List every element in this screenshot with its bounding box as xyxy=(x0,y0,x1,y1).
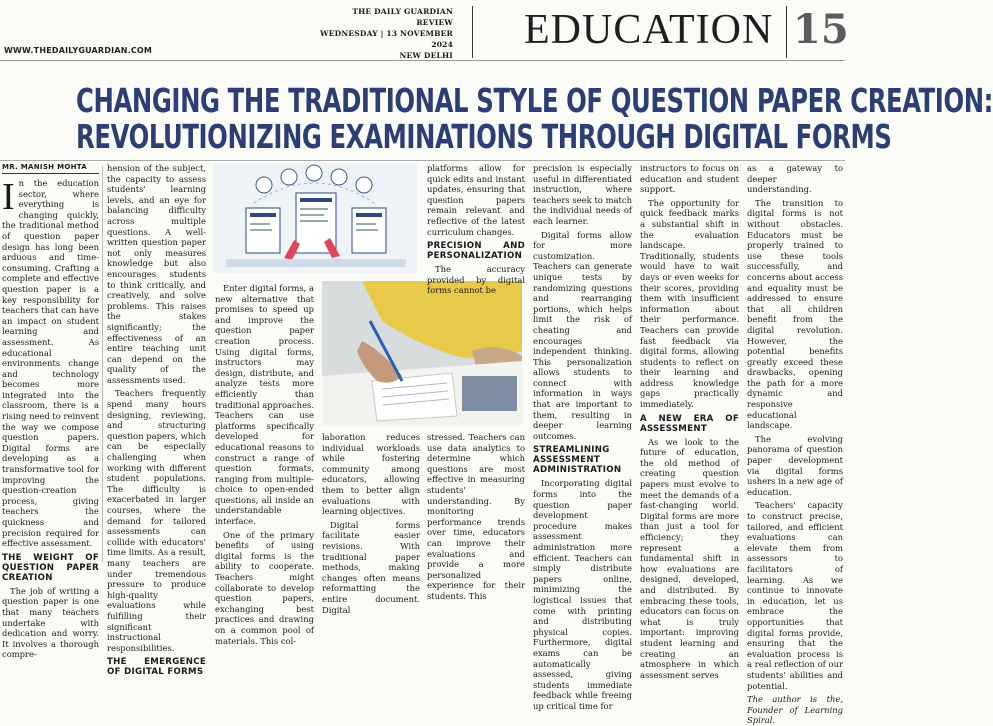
paper-name: THE DAILY GUARDIAN REVIEW xyxy=(352,7,453,27)
paper-info xyxy=(320,6,453,61)
column-5-bottom xyxy=(427,432,525,601)
author-credit: The author is the, Founder of Learning Spiral. xyxy=(747,694,843,726)
paragraph: Digital forms allow for more customization. Teachers can generate unique tests by randomizing questions and rearranging portions, which helps limit the risk of cheating and encourages independent thinking. This personalization allows students to connect with information in ways that are important to them, resulting in deeper learning outcomes. xyxy=(533,229,632,441)
page-number: 15 xyxy=(793,6,849,53)
paragraph: Digital forms facilitate easier revisions. With traditional paper methods, making changes often means reformatting the entire document. Digital xyxy=(322,519,420,615)
headline-rule xyxy=(0,160,845,161)
column-6 xyxy=(533,163,632,711)
paragraph: laboration reduces individual workloads while fostering community among educators, allowing them to better align evaluations with learning objectives. xyxy=(322,432,420,517)
paragraph: as a gateway to deeper understanding. xyxy=(747,163,843,195)
paragraph: The accuracy provided by digital forms cannot be xyxy=(427,264,525,296)
illustration-graphic xyxy=(214,163,417,273)
paragraph: precision is especially useful in differentiated instruction, where teachers seek to match the individual needs of each learner. xyxy=(533,163,632,226)
paragraph: Teachers' capacity to construct precise, tailored, and efficient evaluations can elevate them from assessors to facilitators of learning. As we continue to innovate in education, let us embrace the opportunities that digital forms provide, ensuring that the evaluation process is a real reflection of our students' abilities and potential. xyxy=(747,500,843,691)
subheading-streamlining: STREAMLINING ASSESSMENT ADMINISTRATION xyxy=(533,445,622,476)
paragraph: platforms allow for quick edits and instant updates, ensuring that question papers remain relevant and reflective of the latest curriculum changes. xyxy=(427,163,525,237)
paragraph: Teachers frequently spend many hours designing, reviewing, and structuring question papers, which can be especially challenging when working with different student populations. The difficulty is exacerbated in larger courses, where the demand for tailored assessments can collide with educators' time limits. As a result, many teachers are under tremendous pressure to produce high-quality evaluations while fulfilling their significant instructional responsibilities. xyxy=(107,388,206,653)
subheading-emergence: THE EMERGENCE OF DIGITAL FORMS xyxy=(107,657,206,678)
paragraph: The transition to digital forms is not without obstacles. Educators must be properly trained to use these tools successfully, and concerns about access and equality must be addressed to ensure that all children benefit from the digital revolution. However, the potential benefits greatly exceed these drawbacks, opening the path for a more dynamic and responsive educational landscape. xyxy=(747,197,843,431)
masthead-divider-2 xyxy=(786,6,787,58)
column-4 xyxy=(322,432,420,615)
subheading-precision: PRECISION AND PERSONALIZATION xyxy=(427,241,525,262)
student-writing-photo xyxy=(322,281,522,426)
column-8 xyxy=(747,163,843,726)
subheading-weight: THE WEIGHT OF QUESTION PAPER CREATION xyxy=(2,552,99,583)
column-3 xyxy=(215,283,314,646)
section-title: EDUCATION xyxy=(524,7,774,53)
drop-cap: I xyxy=(2,176,15,218)
city: NEW DELHI xyxy=(399,51,453,60)
digital-forms-illustration xyxy=(214,163,417,273)
photo-graphic xyxy=(322,281,522,426)
paragraph: The opportunity for quick feedback marks a substantial shift in the evaluation landscape. Traditionally, students would have to wait days or even weeks for their scores, providing them with insufficient information about their performance. Teachers can provide fast feedback via digital forms, allowing students to reflect on their learning and address knowledge gaps practically immediately. xyxy=(640,197,739,410)
paragraph: hension of the subject, the capacity to assess students' learning levels, and an eye for balancing difficulty across multiple questions. A well-written question paper not only measures knowledge but also encourages students to think critically, and creatively, and solve problems. This raises the stakes significantly; the effectiveness of an entire teaching unit can depend on the quality of the assessments used. xyxy=(107,163,206,385)
byline-rule xyxy=(2,173,99,174)
paragraph: The job of writing a question paper is one that many teachers undertake with dedication and worry. It involves a thorough compre- xyxy=(2,585,99,660)
paragraph: One of the primary benefits of using digital forms is the ability to cooperate. Teachers might collaborate to develop question papers, exchanging best practices and drawing on a common pool of materials. This col- xyxy=(215,529,314,646)
headline-line-1: CHANGING THE TRADITIONAL STYLE OF QUESTION PAPER CREATION: xyxy=(76,81,993,120)
column-7 xyxy=(640,163,739,680)
masthead-rule xyxy=(0,60,845,61)
subheading-new-era: A NEW ERA OF ASSESSMENT xyxy=(640,413,739,434)
column-1 xyxy=(2,163,99,660)
paragraph: Enter digital forms, a new alternative that promises to speed up and improve the question paper creation process. Using digital forms, instructors may design, distribute, and analyze tests more efficiently than traditional approaches. Teachers can use platforms specifically developed for educational reasons to construct a range of question formats, ranging from multiple-choice to open-ended questions, all inside an understandable interface. xyxy=(215,283,314,527)
column-2 xyxy=(107,163,206,678)
dateline: WEDNESDAY | 13 NOVEMBER 2024 xyxy=(320,29,453,49)
paragraph: Incorporating digital forms into the question paper development procedure makes assessment administration more efficient. Teachers can simply distribute papers online, minimizing the logistical issues that come with printing and distributing physical copies. Furthermore, digital exams can be automatically assessed, giving students immediate feedback while freeing up critical time for xyxy=(533,478,632,711)
column-5 xyxy=(427,163,525,296)
paragraph: As we look to the future of education, the old method of creating question papers must evolve to meet the demands of a fast-changing world. Digital forms are more than just a tool for efficiency; they represent a fundamental shift in how evaluations are designed, developed, and distributed. By embracing these tools, educators can focus on what is truly important: improving student learning and creating an atmosphere in which assessment serves xyxy=(640,436,739,680)
author-byline: MR. MANISH MOHTA xyxy=(2,163,87,171)
paragraph: The evolving panorama of question paper development via digital forms ushers in a new age of education. xyxy=(747,433,843,497)
paragraph: instructors to focus on education and student support. xyxy=(640,163,739,195)
column-rule xyxy=(102,166,103,562)
headline-line-2: REVOLUTIONIZING EXAMINATIONS THROUGH DIGITAL FORMS xyxy=(76,117,892,156)
paragraph: stressed. Teachers can use data analytics to determine which questions are most effective in measuring students' understanding. By monitoring performance trends over time, educators can improve their evaluations and provide a more personalized experience for their students. This xyxy=(427,432,525,601)
masthead-divider xyxy=(472,6,473,58)
paragraph: n the education sector, where everything is changing quickly, the traditional method of question paper design has long been arduous and time-consuming. Crafting a complete and effective question paper is a key responsibility for teachers that can have an impact on student learning and assessment. As educational environments change and technology becomes more integrated into the classroom, there is a rising need to reinvent the way we compose question papers. Digital forms are developing as a transformative tool for improving the question-creation process, giving teachers the quickness and precision required for effective assessment. xyxy=(2,178,99,549)
website-url: WWW.THEDAILYGUARDIAN.COM xyxy=(4,46,153,55)
